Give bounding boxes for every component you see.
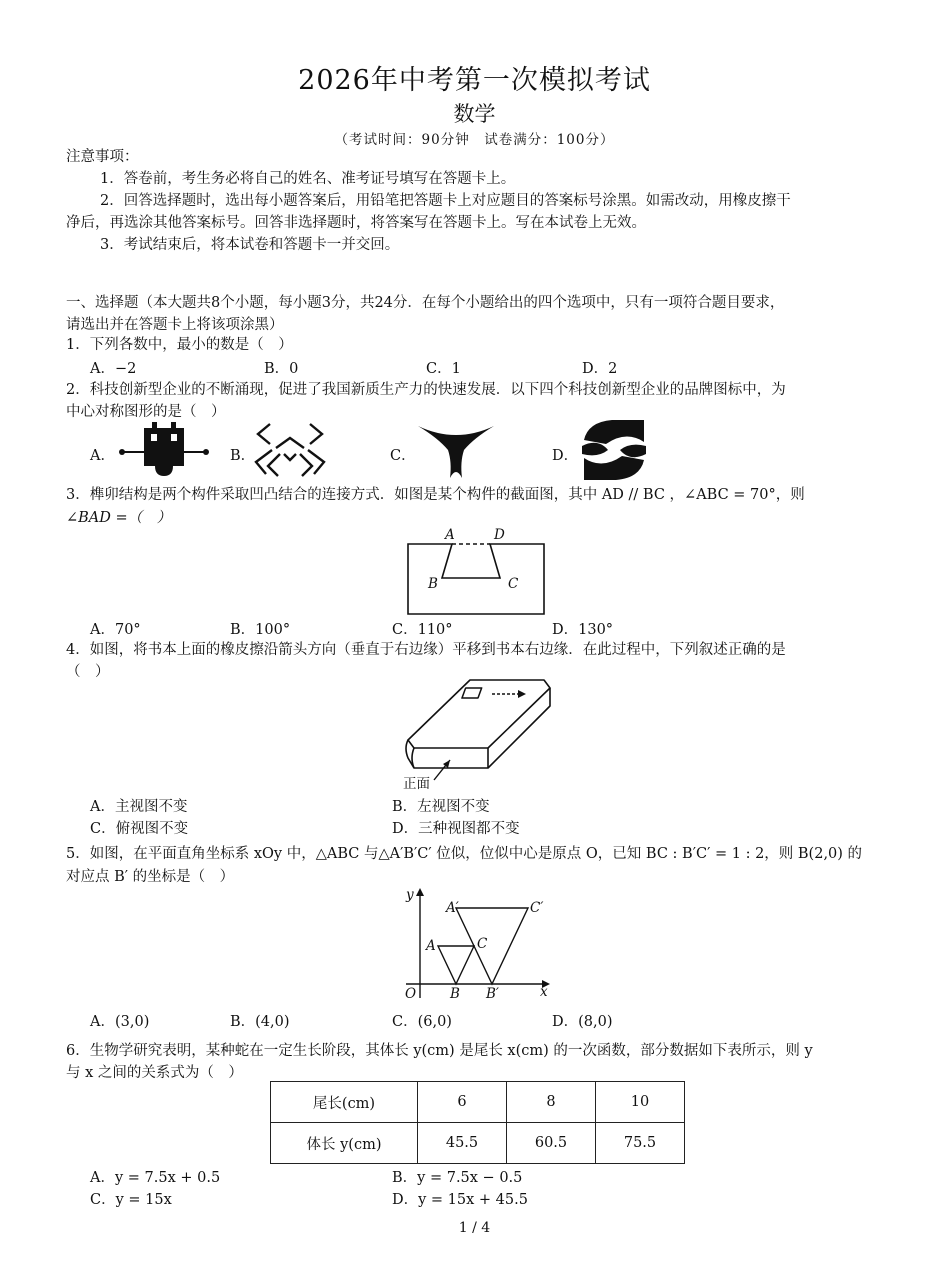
q4-front-label: 正面 (403, 776, 430, 792)
q1-stem: 1．下列各数中，最小的数是（ ） (66, 337, 293, 353)
exam-subject: 数学 (453, 102, 496, 126)
q6-option-c: C．y = 15x (90, 1192, 172, 1208)
q1-option-b: B．0 (264, 361, 299, 377)
q5-stem-line-2: 对应点 B′ 的坐标是（ ） (66, 869, 235, 885)
q5-axis-x: x (540, 984, 548, 1000)
q5-option-b: B．(4,0) (230, 1014, 290, 1030)
q5-option-c: C．(6,0) (392, 1014, 452, 1030)
trident-logo-icon (416, 420, 496, 480)
q4-option-b: B．左视图不变 (392, 799, 490, 815)
q2-label-b: B． (230, 448, 256, 464)
q3-option-c: C．110° (392, 622, 453, 638)
table-cell: 6 (418, 1082, 507, 1123)
notice-item-2-line-2: 净后，再选涂其他答案标号。回答非选择题时，将答案写在答题卡上。写在本试卷上无效。 (66, 215, 646, 231)
table-cell: 10 (596, 1082, 685, 1123)
q5-option-a: A．(3,0) (90, 1014, 150, 1030)
q5-point-b: B (450, 986, 460, 1002)
notice-item-2-line-1: 2．回答选择题时，选出每小题答案后，用铅笔把答题卡上对应题目的答案标号涂黑。如需改动，用橡皮擦干 (100, 193, 791, 209)
q1-option-c: C．1 (426, 361, 461, 377)
q6-stem-line-2: 与 x 之间的关系式为（ ） (66, 1065, 243, 1081)
section-1-line-1: 一、选择题（本大题共8个小题，每小题3分，共24分．在每个小题给出的四个选项中，只有一项符合题目要求， (66, 295, 785, 311)
q2-label-a: A． (90, 448, 115, 464)
q3-stem-line-1: 3．榫卯结构是两个构件采取凹凸结合的连接方式．如图是某个构件的截面图，其中 AD // BC ，∠ABC = 70°，则 (66, 487, 805, 503)
table-header-cell: 体长 y(cm) (271, 1123, 418, 1164)
exam-info: （考试时间：90分钟 试卷满分：100分） (334, 132, 615, 148)
q5-option-d: D．(8,0) (552, 1014, 613, 1030)
q2-stem-line-2: 中心对称图形的是（ ） (66, 404, 226, 420)
q3-point-c: C (508, 576, 519, 592)
q3-point-b: B (428, 576, 438, 592)
q3-stem-line-2: ∠BAD =（ ） (66, 510, 172, 526)
q2-stem-line-1: 2．科技创新型企业的不断涌现，促进了我国新质生产力的快速发展．以下四个科技创新型企业的品牌图标中，为 (66, 382, 786, 398)
table-row (271, 1123, 685, 1164)
table-cell: 45.5 (418, 1123, 507, 1164)
q6-stem-line-1: 6．生物学研究表明，某种蛇在一定生长阶段，其体长 y(cm) 是尾长 x(cm) 的一次函数，部分数据如下表所示，则 y (66, 1043, 813, 1059)
notice-item-1: 1．答卷前，考生务必将自己的姓名、准考证号填写在答题卡上。 (100, 171, 516, 187)
q2-label-c: C． (390, 448, 416, 464)
q6-option-a: A．y = 7.5x + 0.5 (90, 1170, 221, 1186)
section-1-line-2: 请选出并在答题卡上将该项涂黑） (66, 317, 284, 333)
q6-data-table (270, 1081, 685, 1164)
q2-label-d: D． (552, 448, 579, 464)
q4-stem-line-1: 4．如图，将书本上面的橡皮擦沿箭头方向（垂直于右边缘）平移到书本右边缘．在此过程中，下列叙述正确的是 (66, 642, 786, 658)
q6-option-d: D．y = 15x + 45.5 (392, 1192, 528, 1208)
q1-option-d: D．2 (582, 361, 618, 377)
q5-point-a: A (426, 938, 436, 954)
q5-point-b1: B′ (486, 986, 499, 1002)
q4-book-diagram (404, 676, 554, 782)
q3-option-a: A．70° (90, 622, 141, 638)
table-cell: 8 (507, 1082, 596, 1123)
q6-option-b: B．y = 7.5x − 0.5 (392, 1170, 523, 1186)
table-cell: 60.5 (507, 1123, 596, 1164)
q4-option-c: C．俯视图不变 (90, 821, 189, 837)
crab-logo-icon (250, 420, 330, 478)
robot-logo-icon (118, 420, 210, 476)
exam-title: 2026年中考第一次模拟考试 (298, 65, 651, 96)
q5-stem-line-1: 5．如图，在平面直角坐标系 xOy 中，△ABC 与△A′B′C′ 位似，位似中心是原点 O，已知 BC : B′C′ = 1 : 2，则 B(2,0) 的 (66, 846, 863, 862)
q3-point-d: D (494, 527, 505, 543)
q3-mortise-diagram (406, 528, 546, 618)
q5-axis-y: y (406, 887, 414, 903)
q1-option-a: A．−2 (90, 361, 137, 377)
notice-heading: 注意事项： (66, 149, 139, 165)
q3-option-b: B．100° (230, 622, 291, 638)
q3-option-d: D．130° (552, 622, 614, 638)
q5-origin: O (405, 986, 417, 1002)
q5-point-a1: A′ (446, 900, 459, 916)
q4-stem-line-2: （ ） (66, 664, 110, 680)
q5-point-c: C (477, 936, 488, 952)
table-cell: 75.5 (596, 1123, 685, 1164)
notice-item-3: 3．考试结束后，将本试卷和答题卡一并交回。 (100, 237, 400, 253)
swirl-logo-icon (578, 418, 650, 482)
table-header-cell: 尾长(cm) (271, 1082, 418, 1123)
q5-point-c1: C′ (530, 900, 544, 916)
page-number: 1 / 4 (458, 1220, 491, 1236)
q4-option-d: D．三种视图都不变 (392, 821, 520, 837)
q4-option-a: A．主视图不变 (90, 799, 188, 815)
table-row (271, 1082, 685, 1123)
q3-point-a: A (445, 527, 455, 543)
